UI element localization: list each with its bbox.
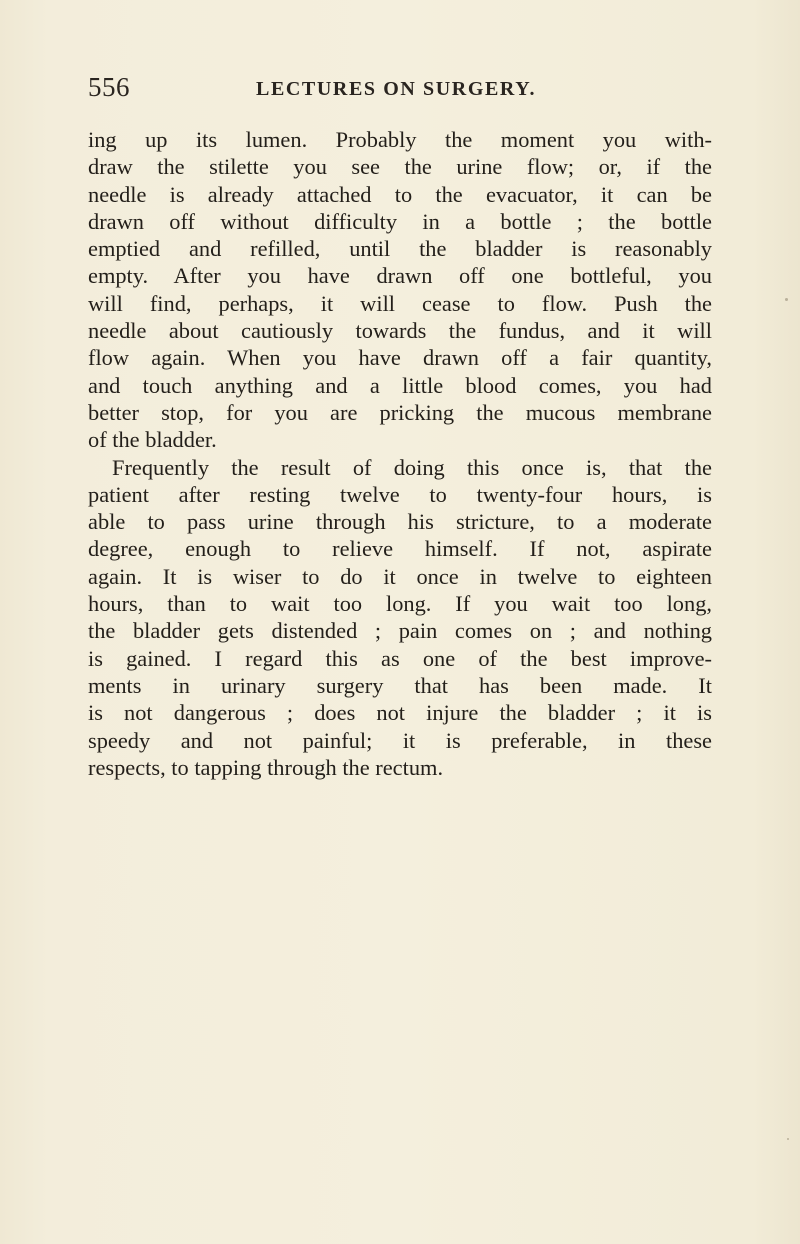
text-line: is not dangerous ; does not injure the bladder ; it is <box>88 700 712 726</box>
paragraph-1 <box>88 126 712 454</box>
running-title: LECTURES ON SURGERY. <box>256 78 537 100</box>
text-line: ing up its lumen. Probably the moment you with- <box>88 127 712 152</box>
text-line: again. It is wiser to do it once in twelve to eighteen <box>88 563 712 589</box>
text-line: respects, to tapping through the rectum. <box>88 754 444 780</box>
text-line: Frequently the result of doing this once is, that the <box>112 454 712 480</box>
text-line: needle is already attached to the evacuator, it can be <box>88 181 712 207</box>
text-line: draw the stilette you see the urine flow; or, if the <box>88 154 712 180</box>
text-line: patient after resting twelve to twenty-four hours, is <box>88 481 712 507</box>
text-line: will find, perhaps, it will cease to flow. Push the <box>88 290 712 316</box>
text-line: drawn off without difficulty in a bottle ; the bottle <box>88 208 712 234</box>
text-line: hours, than to wait too long. If you wait too long, <box>88 591 712 617</box>
body-text <box>88 126 712 781</box>
text-line: and touch anything and a little blood comes, you had <box>88 372 712 398</box>
text-line: degree, enough to relieve himself. If not, aspirate <box>88 536 712 562</box>
paragraph-2 <box>88 454 712 782</box>
text-line: speedy and not painful; it is preferable, in these <box>88 727 712 753</box>
text-line: of the bladder. <box>88 427 217 453</box>
paper-speck <box>785 298 788 301</box>
text-line: is gained. I regard this as one of the best improve- <box>88 645 712 671</box>
page-header <box>88 72 712 112</box>
text-line: the bladder gets distended ; pain comes on ; and nothing <box>88 618 712 644</box>
page-number: 556 <box>88 72 130 102</box>
text-line: better stop, for you are pricking the mucous membrane <box>88 399 712 425</box>
text-line: emptied and refilled, until the bladder is reasonably <box>88 236 712 262</box>
text-line: empty. After you have drawn off one bottleful, you <box>88 263 712 289</box>
text-line: ments in urinary surgery that has been made. It <box>88 672 712 698</box>
text-line: able to pass urine through his stricture, to a moderate <box>88 509 712 535</box>
text-line: needle about cautiously towards the fundus, and it will <box>88 318 712 344</box>
text-line: flow again. When you have drawn off a fair quantity, <box>88 345 712 371</box>
paper-speck <box>787 1138 789 1140</box>
